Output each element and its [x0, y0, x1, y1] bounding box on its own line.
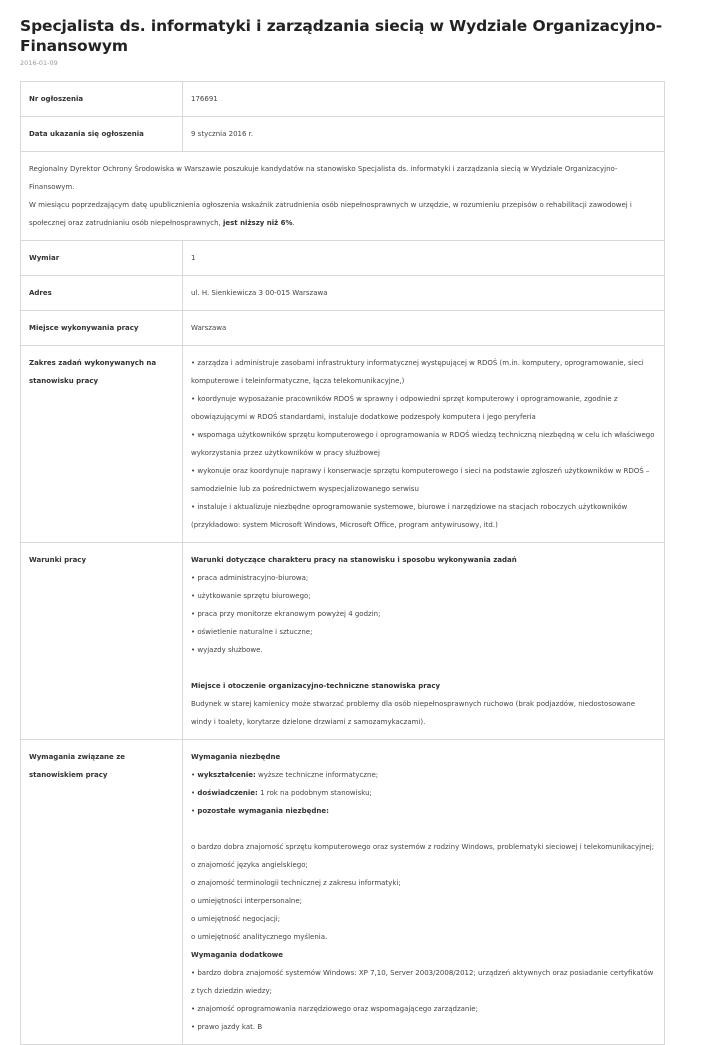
list-item: • bardzo dobra znajomość systemów Windows: XP 7,10, Server 2003/2008/2012; urządzeń aktywnych oraz posiadanie certyfikatów z tych dziedzin wiedzy;	[191, 969, 654, 995]
publish-date: 2016-01-09	[20, 59, 58, 67]
list-item: • zarządza i administruje zasobami infrastruktury informatycznej występującej w RDOŚ (m.in. komputery, oprogramowanie, sieci komputerowe i teleinformatyczne, łącza telekomunikacyjne,)	[191, 359, 644, 385]
table-row-miejsce	[21, 311, 665, 346]
list-item: o znajomość języka angielskiego;	[191, 861, 308, 869]
list-item: • praca przy monitorze ekranowym powyżej 4 godzin;	[191, 610, 381, 618]
row-label: Zakres zadań wykonywanych na stanowisku pracy	[21, 346, 183, 543]
intro-line-2-end: .	[292, 219, 295, 227]
intro-line-2-bold: jest niższy niż 6%	[222, 219, 293, 227]
list-item: • wykształcenie: wyższe techniczne informatyczne;	[191, 771, 379, 779]
list-item: o bardzo dobra znajomość sprzętu komputerowego oraz systemów z rodziny Windows, problematyki sieciowej i telekomunikacyjnej;	[191, 843, 655, 851]
row-value: 1	[183, 241, 665, 276]
req-value: 1 rok na podobnym stanowisku;	[257, 789, 372, 797]
table-row-date	[21, 117, 665, 152]
intro-text	[21, 152, 665, 241]
list-item: • doświadczenie: 1 rok na podobnym stanowisku;	[191, 789, 372, 797]
req-label: pozostałe wymagania niezbędne:	[197, 807, 329, 815]
list-item: • koordynuje wyposażanie pracowników RDOŚ w sprawny i odpowiedni sprzęt komputerowy i oprogramowanie, zgodnie z obowiązującymi w RDOŚ standardami, instaluje dodatkowe podzespoły komputera i jego peryferia	[191, 395, 618, 421]
list-item: • użytkowanie sprzętu biurowego;	[191, 592, 311, 600]
row-label: Nr ogłoszenia	[21, 82, 183, 117]
section-heading: Miejsce i otoczenie organizacyjno-techniczne stanowiska pracy	[191, 682, 441, 690]
list-item: o znajomość terminologii technicznej z zakresu informatyki;	[191, 879, 401, 887]
row-label: Wymiar	[21, 241, 183, 276]
row-value	[183, 346, 665, 543]
spacer	[191, 659, 656, 677]
list-item: • instaluje i aktualizuje niezbędne oprogramowanie systemowe, biurowe i narzędziowe na stacjach roboczych użytkowników (przykładowo: system Microsoft Windows, Microsoft Office, program antywirusowy, itd.)	[191, 503, 628, 529]
table-row-zakres	[21, 346, 665, 543]
spacer	[191, 820, 656, 838]
table-row-nr	[21, 82, 665, 117]
list-item: • wspomaga użytkowników sprzętu komputerowego i oprogramowania w RDOŚ wiedzą techniczną niezbędną w celu ich właściwego wykorzystania przez użytkowników w pracy służbowej	[191, 431, 655, 457]
list-item: • wyjazdy służbowe.	[191, 646, 263, 654]
row-value	[183, 543, 665, 740]
list-item: • pozostałe wymagania niezbędne:	[191, 807, 329, 815]
list-item: o umiejętność negocjacji;	[191, 915, 281, 923]
req-value: wyższe techniczne informatyczne;	[255, 771, 379, 779]
row-value: Warszawa	[183, 311, 665, 346]
row-value: ul. H. Sienkiewicza 3 00-015 Warszawa	[183, 276, 665, 311]
row-label: Adres	[21, 276, 183, 311]
row-value: 9 stycznia 2016 r.	[183, 117, 665, 152]
table-row-wymiar	[21, 241, 665, 276]
list-item: • oświetlenie naturalne i sztuczne;	[191, 628, 313, 636]
table-row-intro	[21, 152, 665, 241]
table-row-wymagania	[21, 740, 665, 1045]
section-heading: Wymagania dodatkowe	[191, 951, 283, 959]
row-label: Warunki pracy	[21, 543, 183, 740]
intro-line-1: Regionalny Dyrektor Ochrony Środowiska w Warszawie poszukuje kandydatów na stanowisko Specjalista ds. informatyki i zarządzania siecią w Wydziale Organizacyjno-Finansowym.	[29, 165, 618, 191]
list-item: • wykonuje oraz koordynuje naprawy i konserwacje sprzętu komputerowego i sieci na podstawie zgłoszeń użytkowników w RDOŚ – samodzielnie lub za pośrednictwem wyspecjalizowanego serwisu	[191, 467, 650, 493]
list-item: o umiejętności interpersonalne;	[191, 897, 303, 905]
req-label: wykształcenie:	[197, 771, 256, 779]
row-value	[183, 740, 665, 1045]
list-item: • znajomość oprogramowania narzędziowego oraz wspomagającego zarządzanie;	[191, 1005, 478, 1013]
row-label: Data ukazania się ogłoszenia	[21, 117, 183, 152]
req-label: doświadczenie:	[197, 789, 258, 797]
row-value: 176691	[183, 82, 665, 117]
page-title: Specjalista ds. informatyki i zarządzania siecią w Wydziale Organizacyjno-Finansowym	[20, 17, 663, 55]
paragraph: Budynek w starej kamienicy może stwarzać problemy dla osób niepełnosprawnych ruchowo (brak podjazdów, niedostosowane windy i toalety, korytarze dzielone drzwiami z samozamykaczami).	[191, 700, 636, 726]
row-label: Wymagania związane ze stanowiskiem pracy	[21, 740, 183, 1045]
table-row-warunki	[21, 543, 665, 740]
section-heading: Warunki dotyczące charakteru pracy na stanowisku i sposobu wykonywania zadań	[191, 556, 517, 564]
table-row-adres	[21, 276, 665, 311]
row-label: Miejsce wykonywania pracy	[21, 311, 183, 346]
section-heading: Wymagania niezbędne	[191, 753, 281, 761]
list-item: o umiejętność analitycznego myślenia.	[191, 933, 328, 941]
list-item: • prawo jazdy kat. B	[191, 1023, 263, 1031]
list-item: • praca administracyjno-biurowa;	[191, 574, 309, 582]
intro-line-2: W miesiącu poprzedzającym datę upublicznienia ogłoszenia wskaźnik zatrudnienia osób niepełnosprawnych w urzędzie, w rozumieniu przepisów o rehabilitacji zawodowej i społecznej oraz zatrudnianiu osób niepełnosprawnych,	[29, 201, 632, 227]
details-table	[20, 81, 665, 1045]
